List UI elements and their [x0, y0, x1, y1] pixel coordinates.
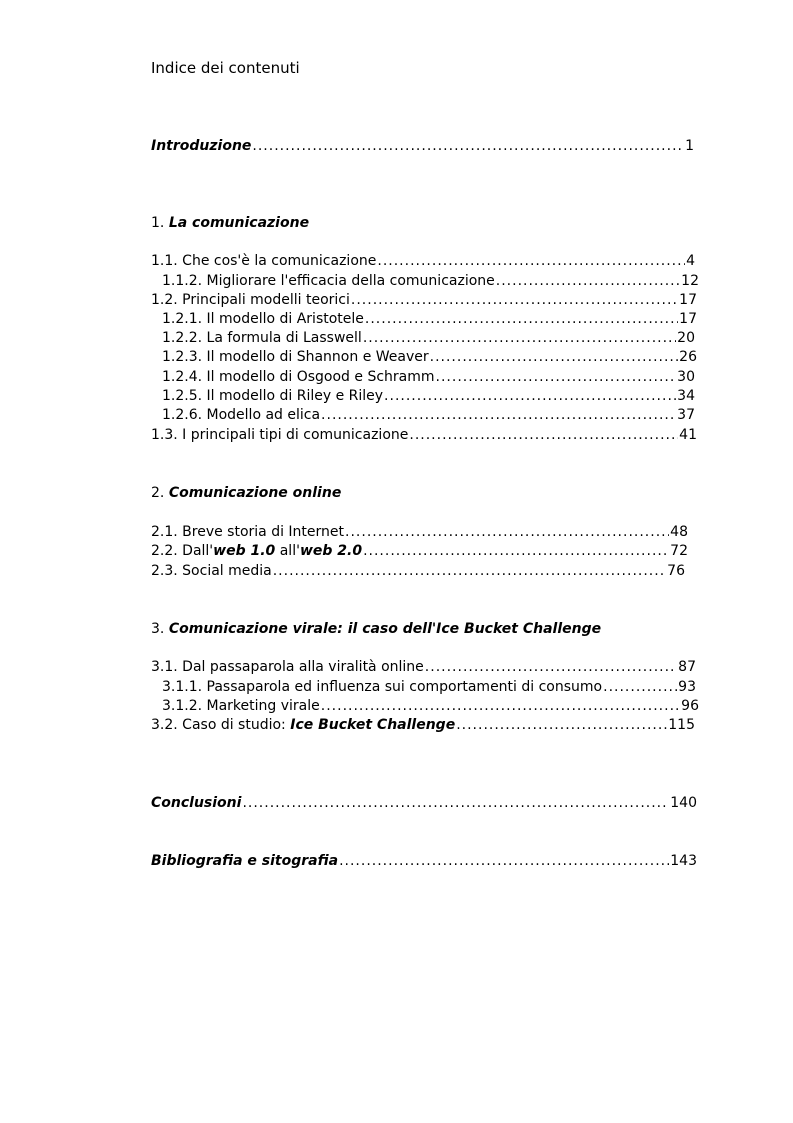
toc-entry-introduction[interactable]: [151, 136, 694, 156]
leader-dots: [409, 425, 678, 445]
toc-page-number: 140: [670, 795, 697, 811]
leader-dots: [273, 561, 666, 581]
toc-label: 2.1. Breve storia di Internet: [151, 524, 345, 540]
leader-dots: [430, 347, 679, 367]
toc-entry[interactable]: [151, 561, 685, 581]
toc-entry[interactable]: [162, 328, 695, 348]
toc-page-number: 93: [678, 679, 696, 695]
chapter-title: La comunicazione: [168, 215, 310, 231]
toc-entry-conclusions[interactable]: [151, 793, 697, 813]
toc-entry[interactable]: [151, 425, 697, 445]
toc-label: Introduzione: [151, 138, 252, 154]
leader-dots: [363, 541, 669, 561]
toc-label: 1.1. Che cos'è la comunicazione: [151, 253, 377, 269]
toc-entry[interactable]: [162, 347, 697, 367]
toc-label: 1.2.1. Il modello di Aristotele: [162, 311, 364, 327]
toc-page-number: 34: [677, 388, 695, 404]
chapter-number: 1.: [151, 215, 169, 231]
toc-page-number: 12: [681, 273, 699, 289]
page-title: Indice dei contenuti: [151, 59, 300, 77]
leader-dots: [425, 657, 677, 677]
toc-label: 1.2.5. Il modello di Riley e Riley: [162, 388, 384, 404]
toc-entry[interactable]: [162, 367, 695, 387]
leader-dots: [384, 386, 676, 406]
leader-dots: [365, 309, 678, 329]
toc-entry-bibliography[interactable]: [151, 851, 697, 871]
toc-entry[interactable]: [151, 522, 688, 542]
toc-label: 1.2. Principali modelli teorici: [151, 292, 350, 308]
toc-page-number: 1: [685, 138, 694, 154]
toc-page-number: 87: [678, 659, 696, 675]
toc-entry[interactable]: [162, 271, 699, 291]
toc-label: 3.2. Caso di studio: Ice Bucket Challenge: [151, 717, 456, 733]
toc-page-number: 48: [670, 524, 688, 540]
toc-page-number: 30: [677, 369, 695, 385]
leader-dots: [351, 290, 678, 310]
chapter-number: 2.: [151, 485, 169, 501]
toc-page-number: 143: [670, 853, 697, 869]
toc-entry[interactable]: [162, 309, 697, 329]
leader-dots: [321, 696, 680, 716]
toc-label: 2.2. Dall'web 1.0 all'web 2.0: [151, 543, 363, 559]
chapter-1-heading[interactable]: [151, 213, 309, 233]
toc-label: Bibliografia e sitografia: [151, 853, 339, 869]
toc-page-number: 17: [679, 311, 697, 327]
toc-page-number: 76: [667, 563, 685, 579]
leader-dots: [321, 405, 676, 425]
toc-label: 1.2.2. La formula di Lasswell: [162, 330, 362, 346]
chapter-title: Comunicazione virale: il caso dell'Ice Bucket Challenge: [168, 621, 602, 637]
leader-dots: [345, 522, 669, 542]
leader-dots: [242, 793, 669, 813]
toc-page-number: 20: [677, 330, 695, 346]
toc-label: 1.3. I principali tipi di comunicazione: [151, 427, 409, 443]
toc-label: 1.2.3. Il modello di Shannon e Weaver: [162, 349, 429, 365]
leader-dots: [603, 677, 677, 697]
leader-dots: [363, 328, 676, 348]
toc-entry[interactable]: [151, 657, 696, 677]
toc-label: Conclusioni: [151, 795, 242, 811]
toc-label: 2.3. Social media: [151, 563, 272, 579]
toc-label: 3.1. Dal passaparola alla viralità online: [151, 659, 424, 675]
toc-entry[interactable]: [151, 715, 695, 735]
leader-dots: [377, 251, 685, 271]
toc-entry[interactable]: [162, 405, 695, 425]
leader-dots: [339, 851, 669, 871]
chapter-number: 3.: [151, 621, 169, 637]
chapter-title: Comunicazione online: [168, 485, 342, 501]
toc-label: 3.1.1. Passaparola ed influenza sui comportamenti di consumo: [162, 679, 603, 695]
toc-page-number: 17: [679, 292, 697, 308]
toc-page-number: 96: [681, 698, 699, 714]
toc-page-number: 41: [679, 427, 697, 443]
toc-page-number: 4: [686, 253, 695, 269]
toc-entry[interactable]: [162, 386, 695, 406]
leader-dots: [456, 715, 667, 735]
toc-page-number: 26: [679, 349, 697, 365]
toc-entry[interactable]: [162, 696, 699, 716]
chapter-2-heading[interactable]: [151, 483, 341, 503]
toc-label: 1.2.6. Modello ad elica: [162, 407, 321, 423]
toc-label: 1.2.4. Il modello di Osgood e Schramm: [162, 369, 435, 385]
leader-dots: [436, 367, 677, 387]
chapter-3-heading[interactable]: [151, 619, 601, 639]
toc-page-number: 37: [677, 407, 695, 423]
toc-entry[interactable]: [151, 251, 695, 271]
leader-dots: [496, 271, 680, 291]
toc-entry[interactable]: [162, 677, 696, 697]
toc-entry[interactable]: [151, 541, 688, 561]
toc-label: 3.1.2. Marketing virale: [162, 698, 320, 714]
toc-page-number: 72: [670, 543, 688, 559]
toc-entry[interactable]: [151, 290, 697, 310]
toc-page-number: 115: [668, 717, 695, 733]
toc-label: 1.1.2. Migliorare l'efficacia della comunicazione: [162, 273, 495, 289]
leader-dots: [252, 136, 684, 156]
